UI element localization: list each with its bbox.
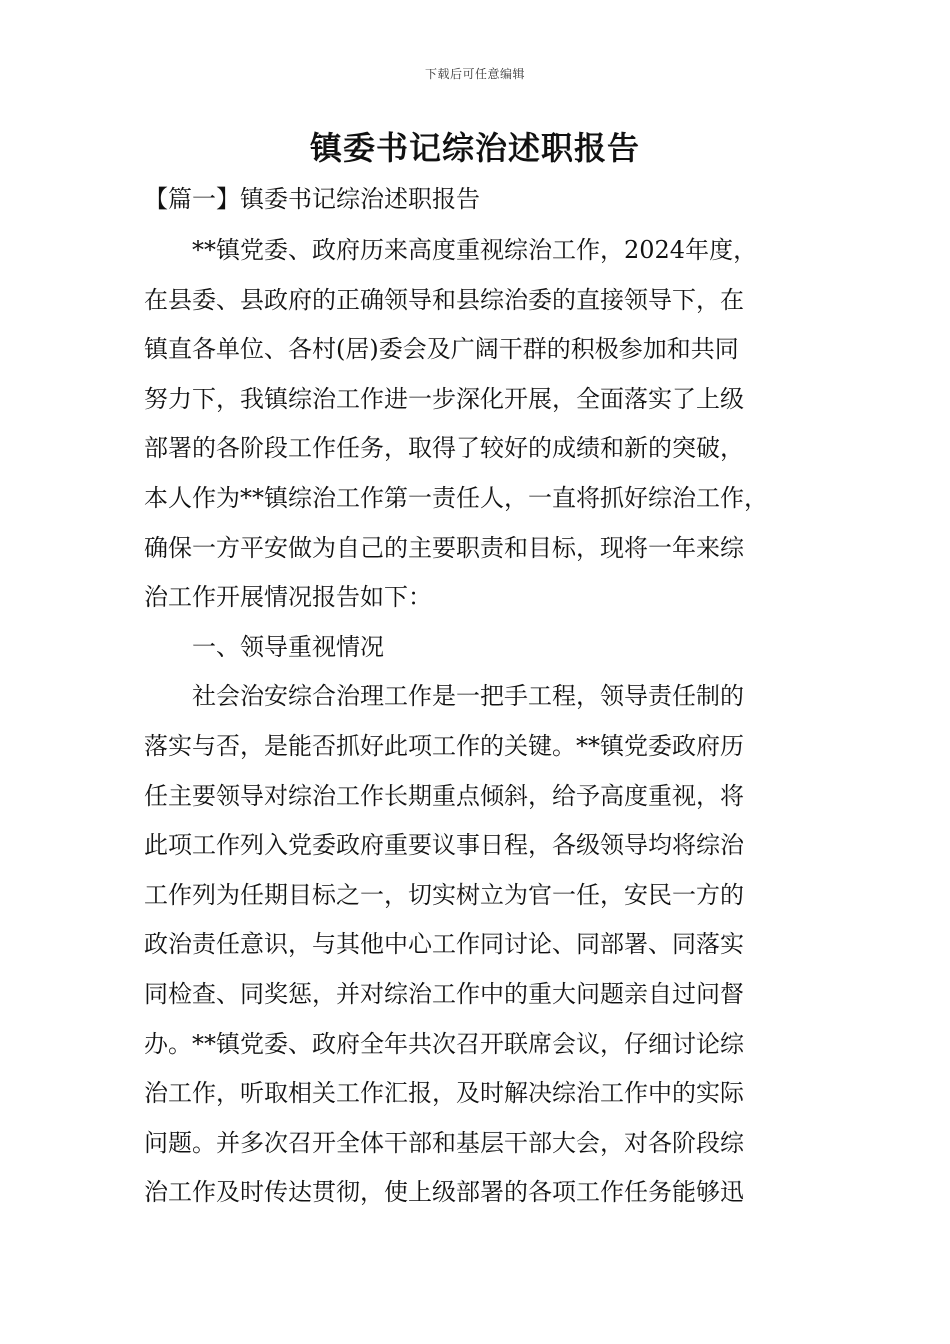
body-line: 在县委、县政府的正确领导和县综治委的直接领导下，在 bbox=[144, 285, 744, 314]
body-text bbox=[144, 226, 814, 1218]
header-note: 下载后可任意编辑 bbox=[424, 67, 525, 81]
body-line: 本人作为**镇综治工作第一责任人，一直将抓好综治工作， bbox=[144, 483, 768, 512]
body-line: 办。**镇党委、政府全年共次召开联席会议，仔细讨论综 bbox=[144, 1029, 744, 1058]
body-line: 治工作及时传达贯彻，使上级部署的各项工作任务能够迅 bbox=[144, 1178, 744, 1207]
document-title: 镇委书记综治述职报告 bbox=[309, 129, 640, 167]
body-line: 确保一方平安做为自己的主要职责和目标，现将一年来综 bbox=[144, 533, 744, 562]
body-line: 工作列为任期目标之一，切实树立为官一任，安民一方的 bbox=[144, 880, 744, 909]
body-line: 此项工作列入党委政府重要议事日程，各级领导均将综治 bbox=[144, 831, 744, 860]
body-line: 任主要领导对综治工作长期重点倾斜，给予高度重视，将 bbox=[144, 781, 744, 810]
body-line: 社会治安综合治理工作是一把手工程，领导责任制的 bbox=[192, 682, 744, 711]
body-line: **镇党委、政府历来高度重视综治工作，2024年度， bbox=[192, 236, 758, 264]
body-line: 镇直各单位、各村(居)委会及广阔干群的积极参加和共同 bbox=[144, 335, 739, 364]
body-line: 努力下，我镇综治工作进一步深化开展，全面落实了上级 bbox=[144, 384, 744, 413]
body-line: 一、领导重视情况 bbox=[192, 632, 384, 661]
body-line: 治工作开展情况报告如下： bbox=[144, 583, 432, 612]
body-line: 同检查、同奖惩，并对综治工作中的重大问题亲自过问督 bbox=[144, 979, 744, 1008]
body-line: 部署的各阶段工作任务，取得了较好的成绩和新的突破， bbox=[144, 434, 744, 463]
body-line: 落实与否，是能否抓好此项工作的关键。**镇党委政府历 bbox=[144, 731, 744, 760]
body-line: 政治责任意识，与其他中心工作同讨论、同部署、同落实 bbox=[144, 930, 744, 959]
section-title: 【篇一】镇委书记综治述职报告 bbox=[144, 185, 480, 213]
body-line: 治工作，听取相关工作汇报，及时解决综治工作中的实际 bbox=[144, 1079, 744, 1108]
body-line: 问题。并多次召开全体干部和基层干部大会，对各阶段综 bbox=[144, 1128, 744, 1157]
